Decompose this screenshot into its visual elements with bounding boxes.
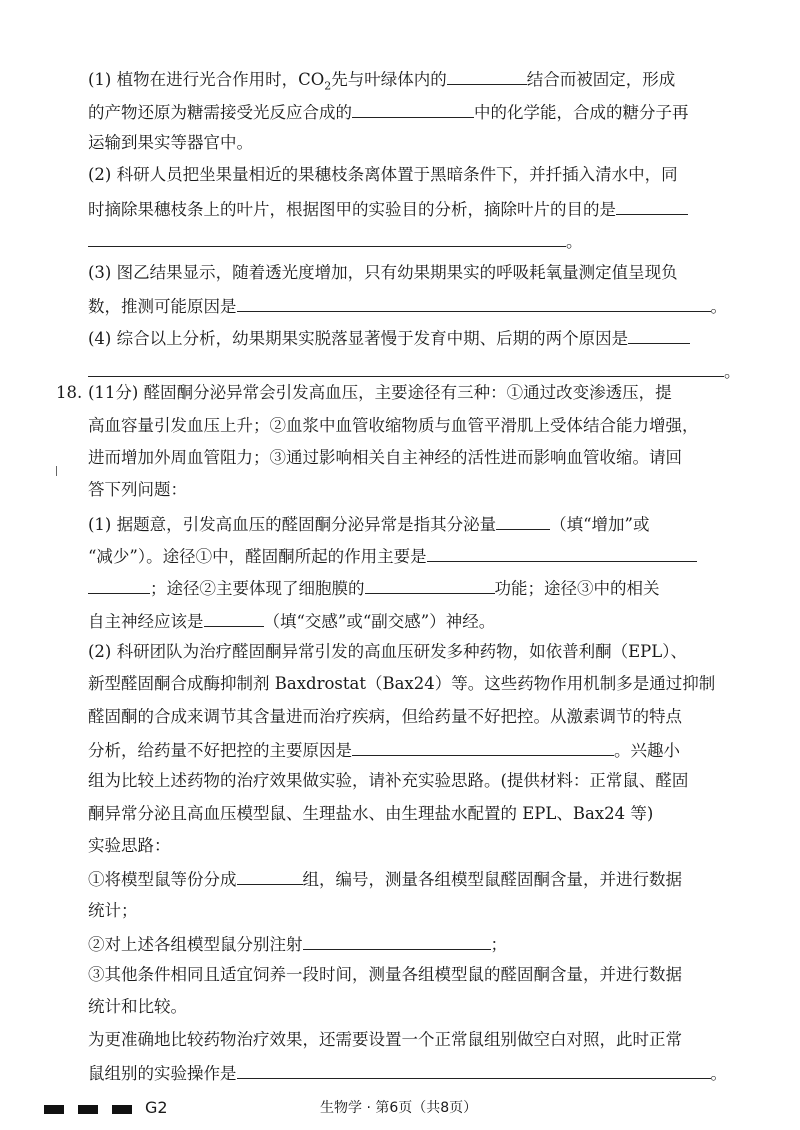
tail-line1: 为更准确地比较药物治疗效果，还需要设置一个正常鼠组别做空白对照，此时正常 (88, 1030, 682, 1049)
q17-p3-text: 数，推测可能原因是 (88, 297, 237, 316)
q17-p4-line1 (88, 327, 690, 349)
step3-line2: 统计和比较。 (88, 997, 187, 1016)
q17-p1-text-d: 的产物还原为糖需接受光反应合成的 (88, 103, 352, 122)
question-number-18: 18. (56, 383, 83, 402)
page-footer (0, 1098, 800, 1122)
q18-s1-text-c: “减少”）。途径①中，醛固酮所起的作用主要是 (88, 547, 427, 566)
q17-p1-line3: 运输到果实等器官中。 (88, 133, 253, 152)
step2-line (88, 933, 507, 955)
q17-p4-line2 (88, 360, 741, 382)
q18-line2: 高血容量引发血压上升；②血浆中血管收缩物质与血管平滑肌上受体结合能力增强， (88, 416, 699, 435)
q18-s1-text-f: 自主神经应该是 (88, 612, 204, 631)
q17-p2-text: 时摘除果穗枝条上的叶片，根据图甲的实验目的分析，摘除叶片的目的是 (88, 200, 616, 219)
q18-s1-line3 (88, 577, 660, 599)
black-bar-mark (78, 1105, 98, 1114)
q17-p2-line1: (2) 科研人员把坐果量相近的果穗枝条离体置于黑暗条件下，并扦插入清水中，同 (88, 165, 678, 184)
answer-blank[interactable] (427, 545, 697, 562)
period: 。 (710, 1064, 727, 1083)
margin-mark (56, 466, 57, 476)
answer-blank[interactable] (88, 230, 566, 247)
step1-line2: 统计； (88, 901, 138, 920)
answer-blank[interactable] (204, 610, 264, 627)
answer-blank[interactable] (88, 577, 150, 594)
q17-p4-text: (4) 综合以上分析，幼果期果实脱落显著慢于发育中期、后期的两个原因是 (88, 329, 629, 348)
tail-line2 (88, 1062, 727, 1084)
q17-p3-line2 (88, 295, 727, 317)
q18-line4: 答下列问题： (88, 480, 187, 499)
answer-blank[interactable] (365, 577, 495, 594)
tail-text: 鼠组别的实验操作是 (88, 1064, 237, 1083)
period: 。 (724, 362, 741, 381)
q18-s2-text-b: 。兴趣小 (614, 741, 680, 760)
step2-text-b: ； (490, 935, 507, 954)
step1-line1 (88, 868, 682, 890)
q17-p1-text-b: 先与叶绿体内的 (331, 70, 447, 89)
step1-text-b: 组，编号，测量各组模型鼠醛固酮含量，并进行数据 (302, 870, 682, 889)
q17-p2-line2 (88, 198, 688, 220)
q17-p2-line3 (88, 230, 583, 252)
answer-blank[interactable] (496, 513, 550, 530)
answer-blank[interactable] (352, 739, 614, 756)
answer-blank[interactable] (447, 68, 527, 85)
q18-s2-line2: 新型醛固酮合成酶抑制剂 Baxdrostat（Bax24）等。这些药物作用机制多是通过抑制 (88, 674, 716, 693)
period: 。 (710, 297, 727, 316)
q18-s1-text-b: （填“增加”或 (550, 515, 650, 534)
q18-s2-line6: 酮异常分泌且高血压模型鼠、生理盐水、由生理盐水配置的 EPL、Bax24 等) (88, 804, 654, 823)
q18-s1-line4 (88, 610, 495, 632)
answer-blank[interactable] (237, 1062, 711, 1079)
answer-blank[interactable] (303, 933, 491, 950)
q18-s2-line7: 实验思路： (88, 836, 171, 855)
q18-s2-line1: (2) 科研团队为治疗醛固酮异常引发的高血压研发多种药物，如依普利酮（EPL）、 (88, 642, 687, 661)
q18-line3: 进而增加外周血管阻力；③通过影响相关自主神经的活性进而影响血管收缩。请回 (88, 448, 682, 467)
q17-p1-text-e: 中的化学能，合成的糖分子再 (474, 103, 689, 122)
answer-blank[interactable] (352, 101, 474, 118)
answer-blank[interactable] (237, 295, 711, 312)
paper-code: G2 (145, 1098, 168, 1117)
q17-p3-line1: (3) 图乙结果显示，随着透光度增加，只有幼果期果实的呼吸耗氧量测定值呈现负 (88, 263, 678, 282)
page-number: 生物学 · 第6页（共8页） (320, 1100, 478, 1116)
answer-blank[interactable] (237, 868, 303, 885)
q18-s1-line1 (88, 513, 650, 535)
step1-text-a: ①将模型鼠等份分成 (88, 870, 237, 889)
q17-p1-line2 (88, 101, 689, 123)
q17-p1-text-a: (1) 植物在进行光合作用时，CO (88, 70, 325, 89)
step3-line1: ③其他条件相同且适宜饲养一段时间，测量各组模型鼠的醛固酮含量，并进行数据 (88, 965, 682, 984)
q18-s1-text-a: (1) 据题意，引发高血压的醛固酮分泌异常是指其分泌量 (88, 515, 497, 534)
co2-subscript: 2 (324, 79, 332, 93)
q18-s2-line4 (88, 739, 680, 761)
q17-p1-text-c: 结合而被固定，形成 (526, 70, 676, 89)
q18-s1-text-g: （填“交感”或“副交感”）神经。 (263, 612, 496, 631)
black-bar-mark (112, 1105, 132, 1114)
q18-s2-line3: 醛固酮的合成来调节其含量进而治疗疾病，但给药量不好把控。从激素调节的特点 (88, 707, 682, 726)
q17-p1-line1 (88, 68, 675, 96)
q18-s1-text-e: 功能；途径③中的相关 (494, 579, 660, 598)
q18-s2-line5: 组为比较上述药物的治疗效果做实验，请补充实验思路。(提供材料：正常鼠、醛固 (88, 771, 689, 790)
q18-s1-line2 (88, 545, 697, 567)
q18-s1-text-d: ；途径②主要体现了细胞膜的 (150, 579, 365, 598)
answer-blank[interactable] (88, 360, 724, 377)
q18-s2-text-a: 分析，给药量不好把控的主要原因是 (88, 741, 352, 760)
period: 。 (566, 232, 583, 251)
black-bar-mark (44, 1105, 64, 1114)
step2-text-a: ②对上述各组模型鼠分别注射 (88, 935, 303, 954)
answer-blank[interactable] (616, 198, 688, 215)
q18-line1: (11分) 醛固酮分泌异常会引发高血压，主要途径有三种：①通过改变渗透压，提 (88, 383, 672, 402)
answer-blank[interactable] (628, 327, 690, 344)
